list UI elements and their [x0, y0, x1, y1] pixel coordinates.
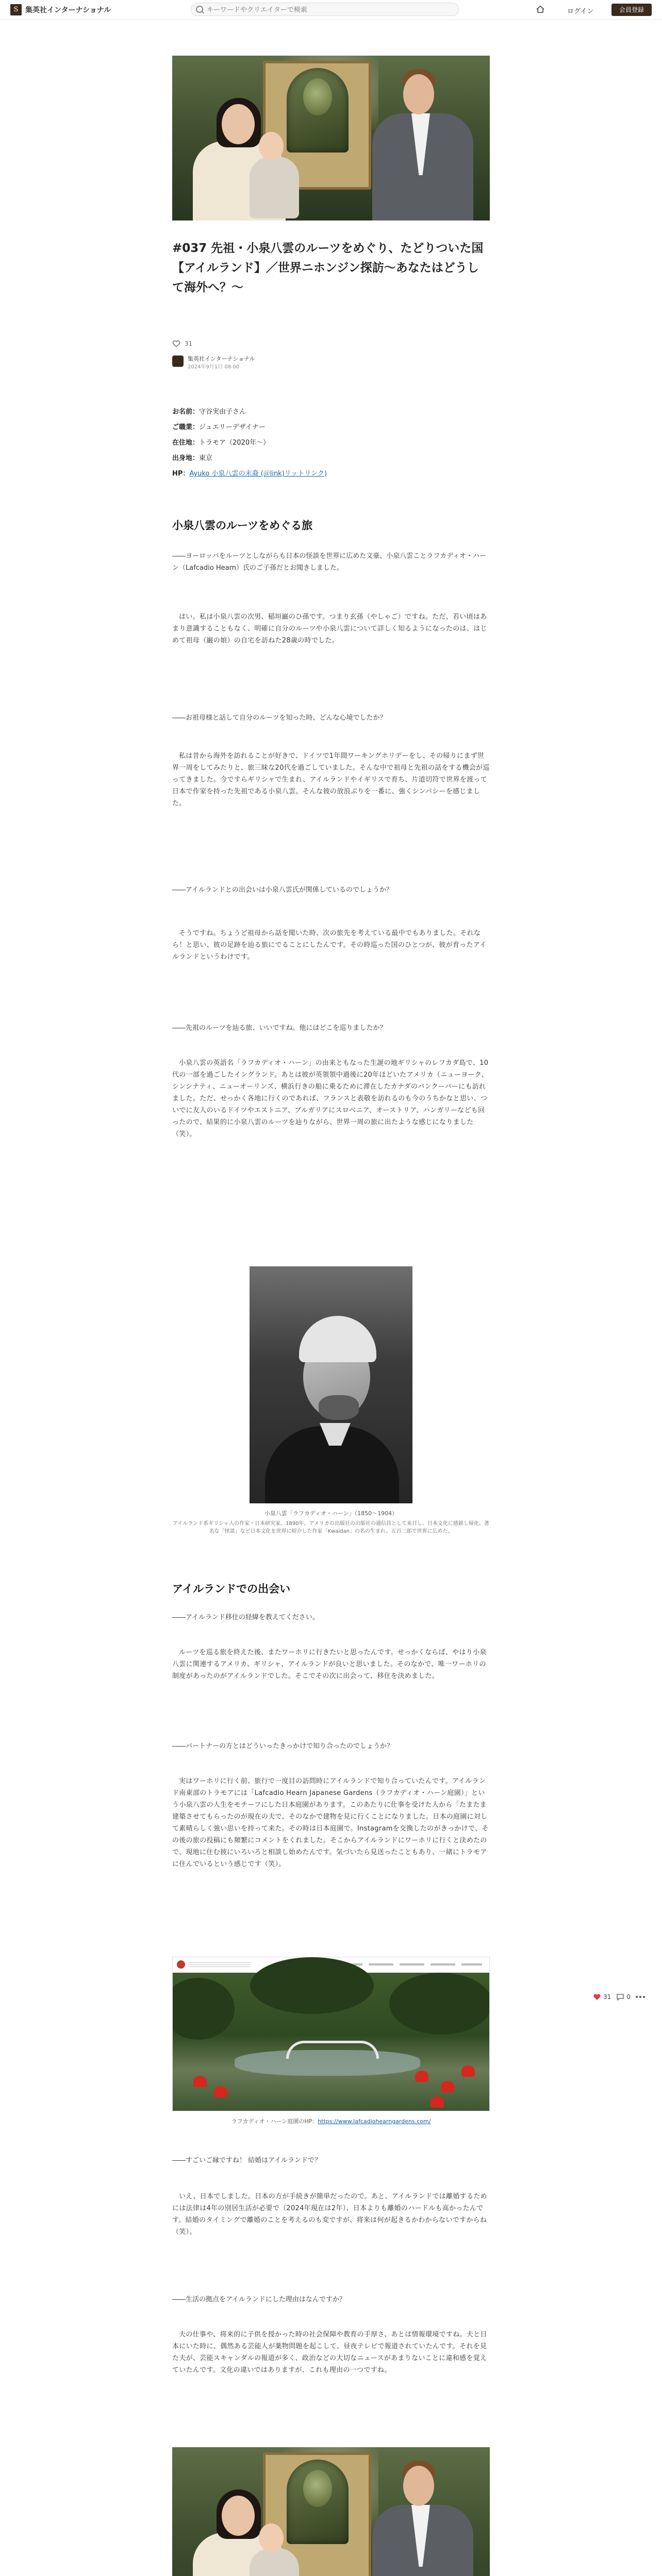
- heading-ireland: アイルランドでの出会い: [172, 1583, 291, 1595]
- register-button[interactable]: 会員登録: [611, 4, 652, 16]
- profile-hp-link[interactable]: Ayuko 小泉八雲の末裔 (＠link)リットリンク): [189, 470, 327, 478]
- search-input[interactable]: [206, 5, 450, 15]
- paragraph: 夫の仕事や、将来的に子供を授かった時の社会保障や教育の手厚さ、あとは情報環境ですね。夫と日本にいた時に、偶然ある芸能人が薬物問題を起こして、昼夜テレビで報道されていたんです。それを見た夫が、芸能スキャンダルの報道が多く、政治などの大切なニュースがあまりないことに違和感を覚えていたんです。文化の違いではありますが、これも理由の一つですね。: [172, 2331, 487, 2374]
- garden-photo: [172, 2447, 490, 2576]
- website-logo-icon: [177, 1960, 185, 1969]
- profile-hp: HP：Ayuko 小泉八雲の末裔 (＠link)リットリンク): [172, 470, 327, 478]
- question: ――先祖のルーツを辿る旅、いいですね。他にはどこを巡りましたか？: [172, 1024, 387, 1032]
- search-box[interactable]: [191, 3, 459, 16]
- question: ――すごいご縁ですね！ 結婚はアイルランドで？: [172, 2157, 321, 2164]
- article-title: #037 先祖・小泉八雲のルーツをめぐり、たどりついた国【アイルランド】／世界ニホンジン探訪〜あなたはどうして海外へ？〜: [172, 242, 484, 294]
- paragraph: ルーツを巡る旅を終えた後、またワーホリに行きたいと思ったんです。せっかくならば、やはり小泉八雲に関連するアメリカ、ギリシャ、アイルランドが良いと思いました。そのなかで、唯一ワーホリの制度があったのがアイルランドでした。そこでその次に出会って、移住を決めました。: [172, 1649, 487, 1680]
- more-options-icon[interactable]: [636, 1996, 647, 1998]
- like-count: 31: [185, 340, 193, 347]
- profile-job: ご職業：ジュエリーデザイナー: [172, 423, 266, 431]
- question: ――生活の拠点をアイルランドにした理由はなんですか？: [172, 2296, 346, 2303]
- side-like-heart-icon[interactable]: [593, 1993, 601, 2001]
- comment-icon[interactable]: [616, 1993, 624, 2001]
- garden-website-screenshot: [172, 1957, 490, 2111]
- author-name[interactable]: 集英社インターナショナル: [188, 355, 255, 362]
- profile-name: お名前：守谷実由子さん: [172, 408, 246, 416]
- like-heart-icon[interactable]: [172, 340, 180, 347]
- paragraph: 実はワーホリに行く前、旅行で一度目の訪問時にアイルランドで知り合っていたんです。アイルランド南東部のトラモアには「Lafcadio Hearn Japanese Gardens（ラフカディオ・ハーン庭園）」という小泉八雲の人生をモチーフにした日本庭園があります。このあたりに仕事を受けた人から「たまたま建築させてもらったのが現在の夫で、そのなかで建物を見に行くことになりました。日本の庭園に対して素晴らしく強い思いを持って来た。その時は日本庭園で。Instagramを交換したのがきっかけで、その後の旅の投稿にも頻繁にコメントをくれました。そこからアイルランドにワーホリに行くと決めたので、現地に住む彼にいろいろと相談し始めたんです。気づいたら見送ったこともあり、一緒にトラモアに住んでいるという感じです（笑）。: [172, 1777, 489, 1868]
- side-like-count: 31: [603, 1993, 611, 2001]
- home-icon[interactable]: [536, 6, 544, 13]
- portrait-photo: [250, 1266, 412, 1503]
- comment-count: 0: [626, 1993, 631, 2001]
- site-logo[interactable]: [10, 4, 111, 15]
- question: ――アイルランド移住の経緯を教えてください。: [172, 1614, 319, 1621]
- paragraph: 私は昔から海外を訪れることが好きで、ドイツで1年間ワーキングホリデーをし、その帰りにまず世界一周をしてみたりと、旅三昧な20代を過ごしていました。そんな中で祖母と先祖の話をする機会が巡ってきました。今ですらギリシャで生まれ、アイルランドやイギリスで育ち、片道切符で世界を渡って日本で作家を持った先祖である小泉八雲。そんな彼の放浪ぶりを一番に、強くシンパシーを感じました。: [172, 752, 490, 807]
- paragraph: 小泉八雲の英語名「ラフカディオ・ハーン」の由来ともなった生誕の地ギリシャのレフカダ島で、10代の一部を過ごしたイングランド。あとは彼が英領領中過後に20年ほどいたアメリカ（ニューヨーク、シンシナティ、ニューオーリンズ、横浜行きの船に乗るために滞在したカナダのバンクーバーにも訪れました。ただ、せっかく各地に行くのであれば、フランスと表敬を訪れるのも今のうちかなと思い、ついでに友人のいるドイツやエストニア、ブルガリアにスロベニア、オーストリア、ハンガリーなども回ったので、結果的に小泉八雲のルーツを辿りながら、世界一周の旅に出たような感じになりました（笑）。: [172, 1059, 489, 1138]
- side-actions: [593, 1993, 647, 2001]
- website-link[interactable]: https://www.lafcadiohearngardens.com/: [318, 2118, 431, 2125]
- garden-bridge: [286, 2041, 379, 2059]
- hero-photo: [172, 56, 490, 221]
- login-link[interactable]: ログイン: [567, 8, 594, 15]
- author-avatar[interactable]: [172, 355, 184, 367]
- question: ――お祖母様と話して自分のルーツを知った時、どんな心境でしたか？: [172, 714, 387, 722]
- profile-home: 在住地：トラモア（2020年〜）: [172, 439, 270, 447]
- logo-text: 集英社インターナショナル: [25, 6, 111, 14]
- profile-birth: 出身地：東京: [172, 454, 213, 462]
- question: ――アイルランドとの出会いは小泉八雲氏が関係しているのでしょうか？: [172, 886, 393, 894]
- question: ――パートナーの方とはどういったきっかけで知り合ったのでしょうか？: [172, 1742, 394, 1750]
- publish-date: 2024年9月1日 08:00: [188, 364, 240, 370]
- portrait-caption-title: 小泉八雲「ラフカディオ・ハーン」（1850〜1904）: [264, 1510, 398, 1517]
- paragraph: いえ、日本でしました。日本の方が手続きが簡単だったので。あと、アイルランドでは離婚するためには法律は4年の別居生活が必要で（2024年現在は2年）、日本よりも離婚のハードルも高かったんです。結婚のタイミングで離婚のことを考えるのも変ですが、将来は何が起きるかわからないですからね（笑）。: [172, 2193, 487, 2236]
- logo-mark: S: [10, 4, 22, 15]
- paragraph: そうですね。ちょうど祖母から話を聞いた時、次の旅先を考えている最中でもありました。それなら！と思い、彼の足跡を辿る旅にでることにしたんです。その時巡った国のひとつが、彼が育ったアイルランドというわけです。: [172, 929, 487, 961]
- portrait-caption-body: アイルランド系ギリシャ人の作家・日本研究家。1890年、アメリカの出版社の出版社の通信員として来日し、日本文化に感銘し帰化。著名な「怪談」など日本文化を世界に紹介した作家「Kwaidan」の名の生まれ。五百二郎で世界に広めた。: [173, 1521, 489, 1534]
- paragraph: ――ヨーロッパをルーツとしながらも日本の怪談を世界に広めた文豪、小泉八雲ことラフカディオ・ハーン（Lafcadio Hearn）氏のご子孫だとお聞きしました。: [172, 552, 487, 572]
- website-caption: ラフカディオ・ハーン庭園のHP：https://www.lafcadiohearngardens.com/: [231, 2118, 431, 2125]
- site-header: [0, 0, 662, 20]
- search-icon: [196, 6, 203, 13]
- heading-roots: 小泉八雲のルーツをめぐる旅: [172, 519, 313, 532]
- paragraph: はい。私は小泉八雲の次男、稲垣巌のひ孫です。つまり玄孫（やしゃご）ですね。ただ、若い頃はあまり意識することもなく、明確に自分のルーツや小泉八雲について詳しく知るようになったのは、はじめて祖母（巌の娘）の自宅を訪ねた28歳の時でした。: [172, 613, 487, 645]
